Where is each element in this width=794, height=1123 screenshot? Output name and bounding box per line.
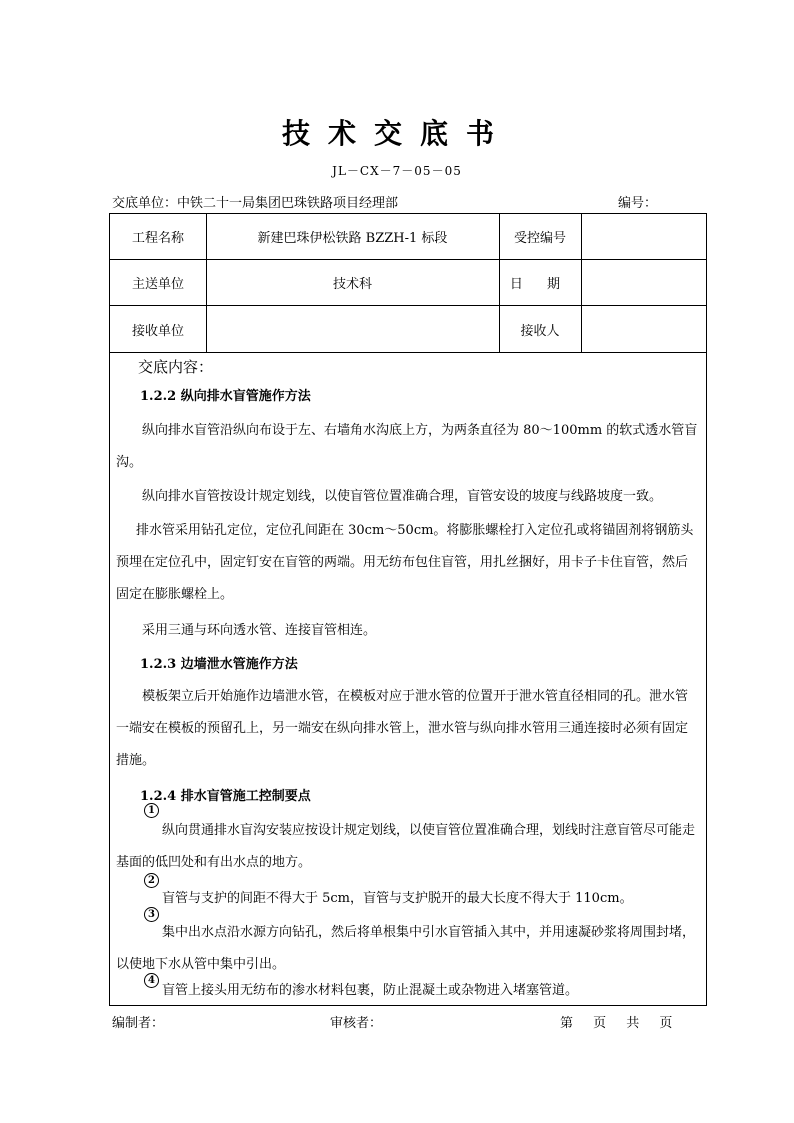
date-label: 日 期 [509,277,571,292]
document-title: 技术交底书 [281,117,512,150]
reviewer-label: 审核者： [330,1016,383,1031]
section-1-2-3-title: 1.2.3 边墙泄水管施作方法 [140,657,298,672]
circled-number-3: 3 [144,907,159,922]
section-1-2-3-paragraph: 模板架立后开始施作边墙泄水管，在模板对应于泄水管的位置开于泄水管直径相同的孔。泄水管一端安在模板的预留孔上，另一端安在纵向排水管上，泄水管与纵向排水管用三通连接时必须有固定措施。 [116,689,689,768]
list-item: 纵向贯通排水盲沟安装应按设计规定划线，以使盲管位置准确合理，划线时注意盲管尽可能走基面的低凹处和有出水点的地方。 [116,823,696,870]
list-item: 集中出水点沿水源方向钻孔，然后将单根集中引水盲管插入其中，并用速凝砂浆将周围封堵，以使地下水从管中集中引出。 [116,925,696,972]
receiver-value [581,306,706,352]
main-recipient-label: 主送单位 [131,277,184,292]
circled-number-4: 4 [144,973,159,988]
table-row-receiver [110,306,706,353]
circled-number-1: 1 [144,803,159,818]
section-1-2-2-paragraph: 纵向排水盲管按设计规定划线，以使盲管位置准确合理，盲管安设的坡度与线路坡度一致。 [142,489,663,504]
disclosure-content [110,353,706,1005]
section-1-2-2-paragraph: 采用三通与环向透水管、连接盲管相连。 [142,623,377,638]
circled-number-2: 2 [144,873,159,888]
control-number-value [581,214,706,259]
column-divider [206,214,207,353]
main-recipient-value: 技术科 [332,277,372,292]
project-name-value: 新建巴珠伊松铁路 BZZH-1 标段 [257,231,448,246]
section-1-2-2-paragraph: 排水管采用钻孔定位，定位孔间距在 30cm～50cm。将膨胀螺栓打入定位孔或将锚固剂将钢筋头预埋在定位孔中，固定钉安在盲管的两端。用无纺布包住盲管，用扎丝捆好，用卡子卡住盲管，然后固定在膨胀螺栓上。 [116,523,694,602]
table-row-recipient [110,260,706,306]
receiving-unit-value [206,306,499,352]
document-code: JL－CX－7－05－05 [332,164,462,178]
compiler-label: 编制者： [112,1016,165,1031]
section-1-2-2-title: 1.2.2 纵向排水盲管施作方法 [140,389,311,404]
page-counter: 第 页 共 页 [560,1016,673,1031]
issuer-unit: 交底单位：中铁二十一局集团巴珠铁路项目经理部 [112,196,399,211]
section-1-2-2-paragraph: 纵向排水盲管沿纵向布设于左、右墙角水沟底上方，为两条直径为 80～100mm 的软式透水管盲沟。 [116,423,698,470]
column-divider [499,214,500,353]
disclosure-sheet [109,213,707,1006]
table-row-project [110,214,706,260]
section-1-2-4-title: 1.2.4 排水盲管施工控制要点 [140,789,311,804]
control-number-label: 受控编号 [513,231,566,246]
document-number-label: 编号： [618,196,658,211]
list-item: 盲管与支护的间距不得大于 5cm，盲管与支护脱开的最大长度不得大于 110cm。 [162,891,633,906]
date-value [581,260,706,305]
receiving-unit-label: 接收单位 [131,323,184,339]
content-intro: 交底内容： [138,358,214,376]
column-divider [581,214,582,353]
project-name-label: 工程名称 [131,231,184,246]
list-item: 盲管上接头用无纺布的渗水材料包裹，防止混凝土或杂物进入堵塞管道。 [162,983,579,998]
receiver-label: 接收人 [520,323,560,339]
